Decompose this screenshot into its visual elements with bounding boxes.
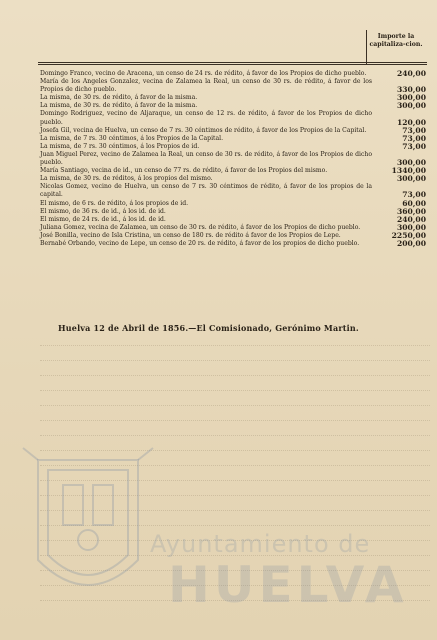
entry-text: La misma, de 7 rs. 30 céntimos, á los Propios de la Capital. [40,134,224,142]
entry-text: Bernabé Orbando, vecino de Lepe, un censo de 20 rs. de rédito, á favor de los propios de dicho pueblo. [40,239,360,247]
entry-text: La misma, de 30 rs. de réditos, á los propios del mismo. [40,175,213,183]
entry-amount: 73,00 [402,125,426,135]
entry-amount: 73,00 [402,133,426,143]
entry-text: El mismo, de 6 rs. de rédito, á los propios de id. [40,199,189,207]
entry-text: El mismo, de 36 rs. de id., á los id. de id. [40,207,166,215]
list-item [40,110,428,126]
entry-amount: 2250,00 [391,230,426,240]
entry-amount: 1340,00 [391,166,426,176]
list-item [40,167,428,175]
watermark-line-2: HUELVA [168,556,408,614]
amount-column-header: Importe la capitaliza-cion. [369,33,423,48]
entry-amount: 60,00 [402,198,426,208]
list-item [40,70,428,78]
entry-text: La misma, de 30 rs. de rédito, á favor de la misma. [40,102,198,110]
entry-amount: 240,00 [396,214,426,224]
entry-amount: 300,00 [396,222,426,232]
entry-text: Josefa Gil, vecina de Huelva, un censo de 7 rs. 30 céntimos de rédito, á favor de los Propios de la Capital. [40,126,367,134]
entry-text: La misma, de 7 rs. 30 céntimos, á los Propios de id. [40,142,200,150]
entry-text: José Bonilla, vecino de Isla Cristina, un censo de 180 rs. de rédito á favor de los Propios de Lepe. [40,231,341,239]
entry-amount: 73,00 [402,190,426,200]
entries-list [40,70,428,248]
entry-text: María Santiago, vecina de id., un censo de 77 rs. de rédito, á favor de los Propios del mismo. [40,167,328,175]
list-item [40,240,428,248]
entry-amount: 200,00 [396,238,426,248]
entry-text: Juliana Gomez, vecina de Zalamea, un censo de 30 rs. de rédito, á favor de los Propios de dicho pueblo. [40,223,361,231]
entry-amount: 240,00 [396,69,426,78]
entry-text: Domingo Franco, vecino de Aracena, un censo de 24 rs. de rédito, á favor de los Propios de dicho pueblo. [40,70,367,77]
entry-amount: 73,00 [402,141,426,151]
entry-text: Juan Miguel Perez, vecino de Zalamea la Real, un censo de 30 rs. de rédito, á favor de los Propios de dicho pueblo. [40,150,372,167]
entry-text: Nicolas Gomez, vecino de Huelva, un censo de 7 rs. 30 céntimos de rédito, á favor de los propios de la capital. [40,183,372,199]
list-item [40,232,428,240]
entry-amount: 330,00 [396,85,426,95]
list-item [40,216,428,224]
list-item [40,151,428,167]
list-item [40,94,428,102]
entry-amount: 120,00 [396,117,426,127]
list-item [40,143,428,151]
entry-amount: 360,00 [396,206,426,216]
entry-amount: 300,00 [396,174,426,184]
list-item [40,135,428,143]
entry-amount: 300,00 [396,158,426,168]
list-item [40,102,428,110]
list-item [40,183,428,199]
watermark-line-1: Ayuntamiento de [150,530,371,558]
entry-text: La misma, de 30 rs. de rédito, á favor de la misma. [40,94,198,102]
list-item [40,175,428,183]
list-item [40,208,428,216]
list-item [40,78,428,94]
entry-amount: 300,00 [396,93,426,103]
list-item [40,200,428,208]
entry-text: María de los Angeles Gonzalez, vecina de Zalamea la Real, un censo de 30 rs. de rédito, á favor de los Propios de dicho pueblo. [40,78,372,94]
list-item [40,127,428,135]
header-rule-secondary [38,64,427,65]
signature-line: Huelva 12 de Abril de 1856.—El Comisionado, Gerónimo Martin. [58,323,359,333]
entry-amount: 300,00 [396,101,426,111]
entry-text: Domingo Rodriguez, vecino de Aljaraque, un censo de 12 rs. de rédito, á favor de los Propios de dicho pueblo. [40,110,372,126]
entry-text: El mismo, de 24 rs. de id., á los id. de id. [40,215,166,223]
header-rule [38,62,427,63]
list-item [40,224,428,232]
